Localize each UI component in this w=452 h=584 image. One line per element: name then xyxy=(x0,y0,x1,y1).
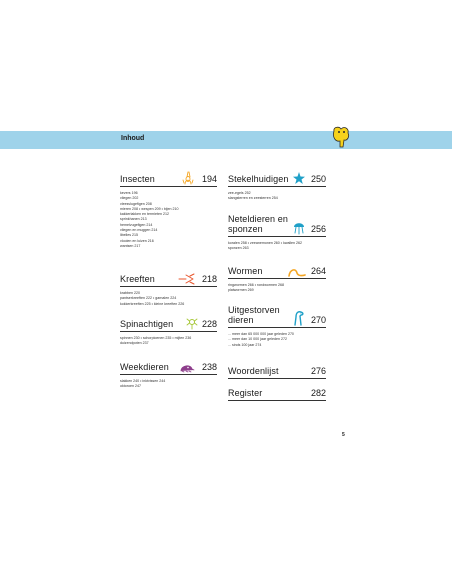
list-item: pantserkreeften 222 • garnalen 224 xyxy=(120,296,177,301)
toc-section-uitgestorven[interactable] xyxy=(228,306,326,348)
list-item: slangsterren en zeesterren 254 xyxy=(228,196,278,201)
list-item: ... meer dan 65 000 000 jaar geleden 270 xyxy=(228,332,294,336)
list-item: wantsen 217 xyxy=(120,243,141,248)
section-page: 250 xyxy=(310,174,326,184)
mascot-icon xyxy=(331,125,351,151)
grasshopper-icon xyxy=(182,171,194,185)
list-item: oktoroen 247 xyxy=(120,384,141,389)
section-page: 228 xyxy=(201,319,217,329)
list-item: mieren 208 • wespen 209 • bijen 210 xyxy=(120,206,179,211)
list-item: ... meer dan 10 000 jaar geleden 272 xyxy=(228,337,287,342)
section-items xyxy=(228,332,326,348)
list-item: slakken 240 • inktvissen 244 xyxy=(120,379,166,383)
toc-section-insecten[interactable] xyxy=(120,172,217,249)
list-item: krabben 220 xyxy=(120,291,140,295)
list-item: hemelvugefigen 214 xyxy=(120,222,153,227)
spider-icon xyxy=(186,317,198,330)
section-items xyxy=(120,191,217,249)
section-title: Stekelhuidigen xyxy=(228,174,289,184)
section-title: Wormen xyxy=(228,266,263,276)
list-item: duizendpoten 237 xyxy=(120,341,149,346)
section-title: Woordenlijst xyxy=(228,366,279,376)
list-item: zee-egels 252 xyxy=(228,191,251,195)
toc-section-woordenlijst[interactable] xyxy=(228,364,326,379)
section-items xyxy=(120,291,217,307)
section-items xyxy=(228,191,326,202)
list-item: spinnen 230 • schorpioenen 235 • mijten 236 xyxy=(120,336,192,340)
section-title: Spinachtigen xyxy=(120,319,174,329)
list-item: vleesvlugefigen 208 xyxy=(120,201,152,206)
toc-section-weekdieren[interactable] xyxy=(120,330,217,390)
list-item: kevers 196 xyxy=(120,191,138,195)
toc-section-stekelhuidigen[interactable] xyxy=(228,172,326,202)
list-item: vliegen 202 xyxy=(120,196,139,201)
octopus-icon xyxy=(179,363,195,373)
list-item: ... sinds 100 jaar 274 xyxy=(228,342,262,347)
section-items xyxy=(228,241,326,252)
list-item: vliegen en muggen 214 xyxy=(120,228,158,233)
section-page: 256 xyxy=(310,224,326,234)
section-items xyxy=(228,283,326,294)
list-item: kokkerkreeften 225 • kleine kreeften 226 xyxy=(120,301,185,306)
section-title: Neteldieren en sponzen xyxy=(228,214,288,234)
section-title: Insecten xyxy=(120,174,155,184)
section-title: Kreeften xyxy=(120,274,155,284)
toc-section-wormen[interactable] xyxy=(228,264,326,294)
dinosaur-icon xyxy=(292,310,306,326)
starfish-icon xyxy=(292,171,306,185)
header-band xyxy=(0,131,452,149)
section-items xyxy=(120,379,217,390)
worm-icon xyxy=(288,267,306,277)
section-page: 270 xyxy=(310,315,326,325)
section-title: Uitgestorven dieren xyxy=(228,305,280,325)
list-item: sprinkhanen 213 xyxy=(120,217,147,222)
list-item: ringwormen 266 • rondwormen 268 xyxy=(228,283,284,287)
section-title: Weekdieren xyxy=(120,362,169,372)
list-item: platwormen 269 xyxy=(228,288,254,293)
toc-section-register[interactable] xyxy=(228,386,326,401)
section-page: 194 xyxy=(201,174,217,184)
toc-section-neteldieren[interactable] xyxy=(228,215,326,252)
section-page: 264 xyxy=(310,266,326,276)
section-page: 282 xyxy=(310,388,326,398)
list-item: sponzen 263 xyxy=(228,246,249,251)
jellyfish-icon xyxy=(292,221,306,235)
section-title: Register xyxy=(228,388,263,398)
toc-section-kreeften[interactable] xyxy=(120,272,217,307)
list-item: libelles 215 xyxy=(120,233,138,238)
list-item: vlooien en luizen 216 xyxy=(120,238,154,243)
list-item: kakkerlakken en termieten 212 xyxy=(120,212,169,217)
list-item: koralen 258 • zeeanemonen 260 • kwallen 262 xyxy=(228,241,303,245)
page-title: Inhoud xyxy=(121,135,145,142)
section-page: 238 xyxy=(201,362,217,372)
section-page: 218 xyxy=(201,274,217,284)
shrimp-icon xyxy=(178,273,196,285)
section-page: 276 xyxy=(310,366,326,376)
page-number: 5 xyxy=(342,432,345,438)
